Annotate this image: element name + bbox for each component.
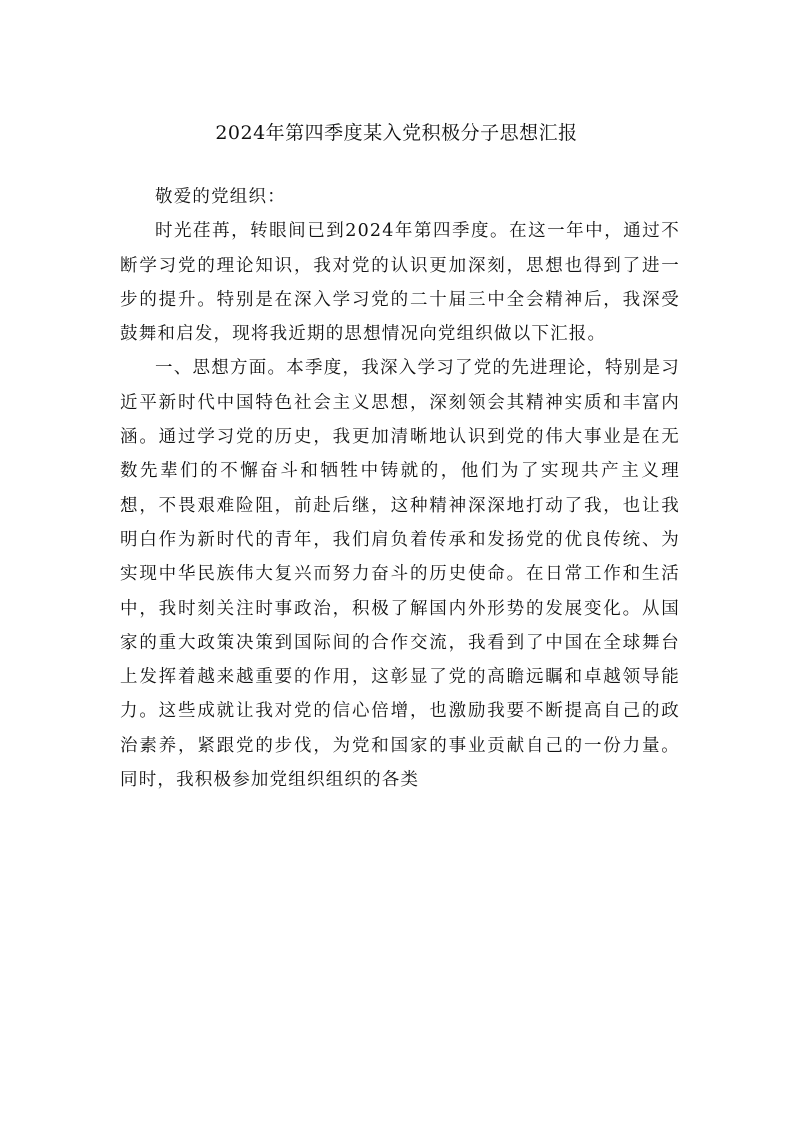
document-body bbox=[120, 180, 680, 797]
document-title: 2024年第四季度某入党积极分子思想汇报 bbox=[215, 122, 578, 144]
paragraph-intro: 时光荏苒，转眼间已到2024年第四季度。在这一年中，通过不断学习党的理论知识，我对党的认识更加深刻，思想也得到了进一步的提升。特别是在深入学习党的二十届三中全会精神后，我深受鼓舞和启发，现将我近期的思想情况向党组织做以下汇报。 bbox=[120, 221, 680, 345]
salutation: 敬爱的党组织： bbox=[155, 187, 286, 207]
paragraph-thought: 一、思想方面。本季度，我深入学习了党的先进理论，特别是习近平新时代中国特色社会主义思想，深刻领会其精神实质和丰富内涵。通过学习党的历史，我更加清晰地认识到党的伟大事业是在无数先辈们的不懈奋斗和牺牲中铸就的，他们为了实现共产主义理想，不畏艰难险阻，前赴后继，这种精神深深地打动了我，也让我明白作为新时代的青年，我们肩负着传承和发扬党的优良传统、为实现中华民族伟大复兴而努力奋斗的历史使命。在日常工作和生活中，我时刻关注时事政治，积极了解国内外形势的发展变化。从国家的重大政策决策到国际间的合作交流，我看到了中国在全球舞台上发挥着越来越重要的作用，这彰显了党的高瞻远瞩和卓越领导能力。这些成就让我对党的信心倍增，也激励我要不断提高自己的政治素养，紧跟党的步伐，为党和国家的事业贡献自己的一份力量。同时，我积极参加党组织组织的各类 bbox=[120, 358, 680, 791]
